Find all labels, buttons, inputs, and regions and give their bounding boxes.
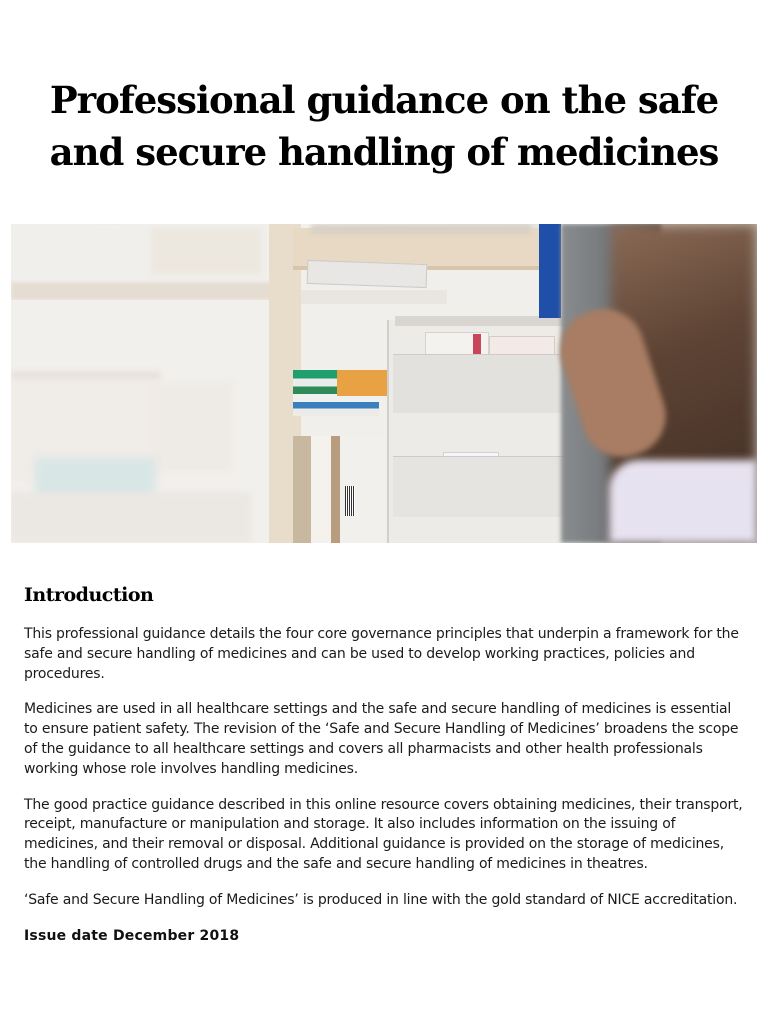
introduction-paragraph-4: ‘Safe and Secure Handling of Medicines’ is produced in line with the gold standard of NICE accreditation. — [24, 891, 738, 908]
hero-photo-pharmacy-cabinet — [11, 224, 757, 543]
page-title-line-1: Professional guidance on the safe — [49, 78, 719, 122]
introduction-heading: Introduction — [24, 584, 154, 606]
introduction-paragraph-3: The good practice guidance described in this online resource covers obtaining medicines, their transport, receipt, manufacture or manipulation and storage. It also includes information on the issuing of medicines, and their removal or disposal. Additional guidance is provided on the storage of medicines, the handling of controlled drugs and the safe and secure handling of medicines in theatres. — [24, 796, 743, 872]
introduction-paragraph-2: Medicines are used in all healthcare settings and the safe and secure handling of medicines is essential to ensure patient safety. The revision of the ‘Safe and Secure Handling of Medicines’ broadens the scope of the guidance to all healthcare settings and covers all pharmacists and other health professionals working whose role involves handling medicines. — [24, 701, 739, 777]
issue-date: Issue date December 2018 — [24, 927, 240, 944]
page-title — [0, 74, 768, 178]
introduction-paragraph-1: This professional guidance details the four core governance principles that underpin a framework for the safe and secure handling of medicines and can be used to develop working practices, policies and procedures. — [24, 626, 739, 682]
introduction-section — [24, 580, 748, 962]
page-title-line-2: and secure handling of medicines — [49, 130, 719, 174]
